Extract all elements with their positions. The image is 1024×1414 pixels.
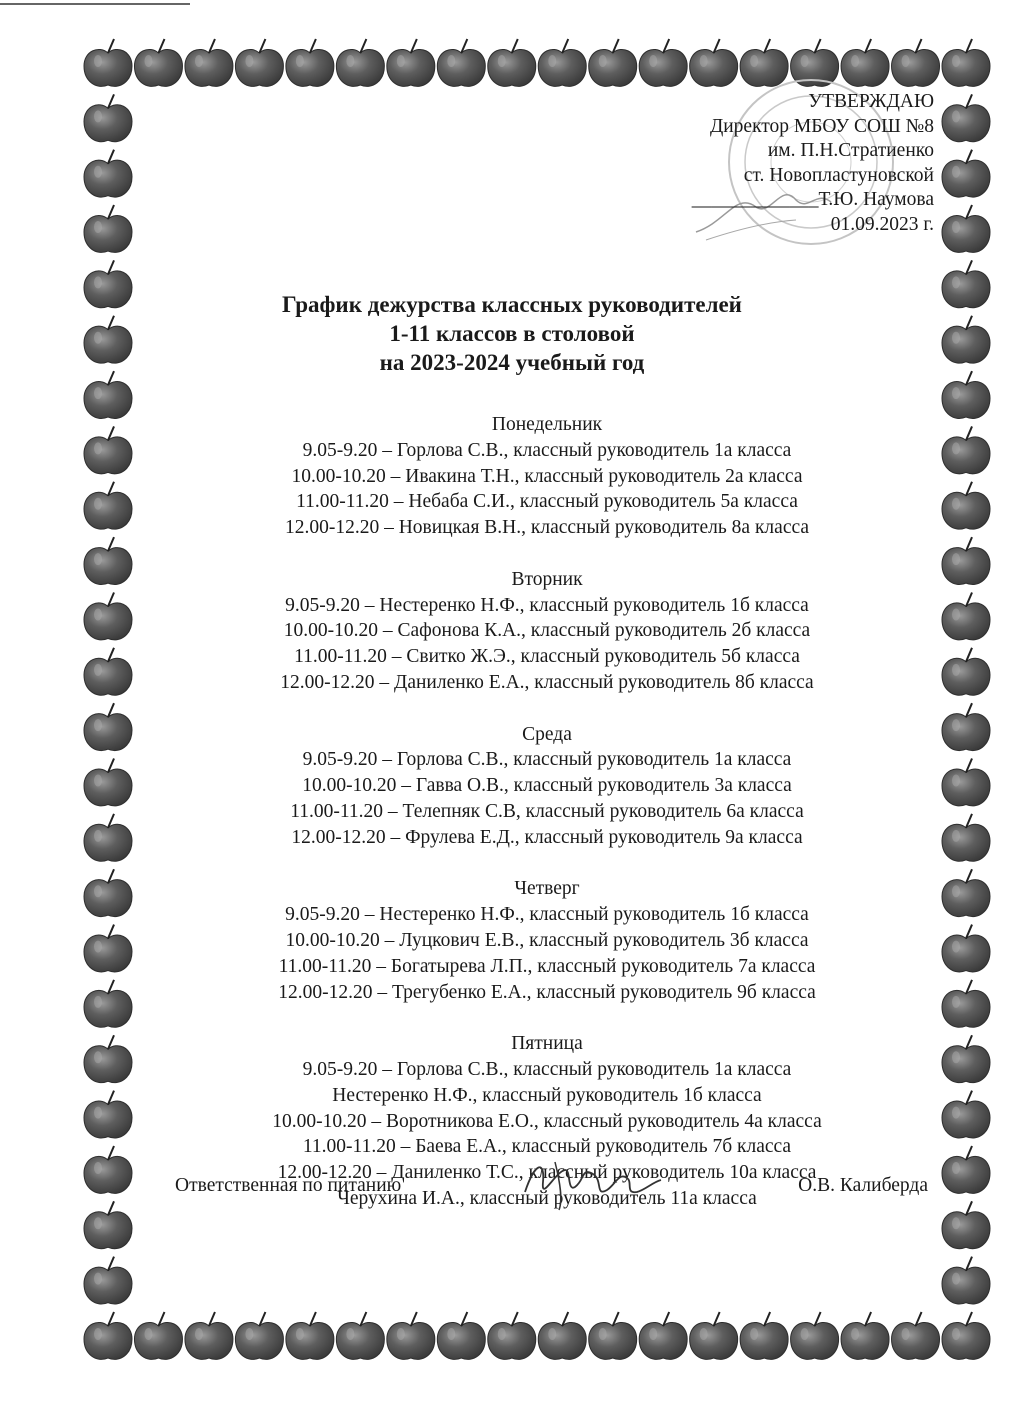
apple-icon — [942, 1257, 990, 1304]
approval-block — [634, 90, 934, 237]
duty-entry: 12.00-12.20 – Даниленко Т.С., классный руководитель 10а класса — [277, 1162, 817, 1184]
duty-entry: 12.00-12.20 – Трегубенко Е.А., классный руководитель 9б класса — [278, 981, 816, 1003]
day-block — [0, 412, 1024, 541]
apple-icon — [639, 1312, 687, 1359]
apple-icon — [185, 39, 233, 86]
apple-icon — [84, 39, 132, 86]
apple-icon — [437, 1312, 485, 1359]
apple-icon — [387, 39, 435, 86]
duty-entry: 11.00-11.20 – Баева Е.А., классный руководитель 7б класса — [302, 1136, 792, 1158]
approval-position: Директор МБОУ СОШ №8 — [709, 115, 934, 137]
duty-entry: 11.00-11.20 – Свитко Ж.Э., классный руководитель 5б класса — [294, 646, 800, 668]
apple-icon — [235, 39, 283, 86]
apple-icon — [740, 1312, 788, 1359]
duty-entry: 11.00-11.20 – Богатырева Л.П., классный руководитель 7а класса — [278, 955, 816, 977]
apple-icon — [84, 150, 132, 197]
duty-entry: 10.00-10.20 – Гавва О.В., классный руководитель 3а класса — [302, 775, 792, 797]
apple-icon — [134, 39, 182, 86]
footer-signature-row — [0, 1166, 1024, 1206]
duty-schedule — [0, 412, 1024, 1238]
apple-icon — [841, 1312, 889, 1359]
duty-entry: 10.00-10.20 – Ивакина Т.Н., классный руководитель 2а класса — [291, 465, 803, 487]
signature-icon — [515, 1152, 665, 1212]
approval-signatory: _____________Т.Ю. Наумова — [691, 189, 934, 210]
apple-icon — [942, 205, 990, 252]
duty-entry: 12.00-12.20 – Фрулева Е.Д., классный руководитель 9а класса — [291, 826, 803, 848]
apple-icon — [589, 1312, 637, 1359]
duty-entry: 10.00-10.20 – Воротникова Е.О., классный руководитель 4а класса — [272, 1110, 822, 1132]
apple-icon — [791, 1312, 839, 1359]
apple-icon — [538, 1312, 586, 1359]
approval-heading: УТВЕРЖДАЮ — [808, 91, 934, 112]
footer-name: О.В. Калиберда — [798, 1175, 928, 1196]
duty-entry: 10.00-10.20 – Сафонова К.А., классный руководитель 2б класса — [283, 620, 811, 642]
apple-icon — [286, 39, 334, 86]
apple-icon — [185, 1312, 233, 1359]
duty-entry: 9.05-9.20 – Нестеренко Н.Ф., классный руководитель 1б класса — [285, 904, 809, 926]
apple-icon — [538, 39, 586, 86]
footer-role: Ответственная по питанию — [175, 1175, 402, 1196]
apple-icon — [892, 1312, 940, 1359]
document-title — [0, 290, 1024, 377]
day-block — [0, 567, 1024, 696]
apple-icon — [134, 1312, 182, 1359]
apple-icon — [488, 39, 536, 86]
approval-date: 01.09.2023 г. — [830, 213, 934, 235]
apple-icon — [942, 39, 990, 86]
apple-icon — [437, 39, 485, 86]
duty-entry: 11.00-11.20 – Небаба С.И., классный руководитель 5а класса — [296, 491, 798, 513]
day-block — [0, 722, 1024, 851]
apple-icon — [235, 1312, 283, 1359]
title-line-1: График дежурства классных руководителей — [282, 292, 742, 317]
apple-icon — [690, 1312, 738, 1359]
approval-school-name: им. П.Н.Стратиенко — [767, 140, 934, 161]
duty-entry: 9.05-9.20 – Горлова С.В., классный руководитель 1а класса — [302, 439, 792, 461]
duty-entry: Нестеренко Н.Ф., классный руководитель 1б класса — [332, 1084, 762, 1106]
duty-entry: 12.00-12.20 – Новицкая В.Н., классный руководитель 8а класса — [284, 517, 810, 539]
apple-icon — [387, 1312, 435, 1359]
duty-entry: 10.00-10.20 – Луцкович Е.В., классный руководитель 3б класса — [285, 929, 809, 951]
day-name: Вторник — [511, 568, 583, 590]
day-name: Четверг — [514, 878, 580, 900]
day-block — [0, 876, 1024, 1005]
day-name: Пятница — [511, 1033, 583, 1055]
apple-icon — [336, 39, 384, 86]
duty-entry: 11.00-11.20 – Телепняк С.В, классный руководитель 6а класса — [290, 800, 804, 822]
duty-entry: 9.05-9.20 – Нестеренко Н.Ф., классный руководитель 1б класса — [285, 594, 809, 616]
title-line-2: 1-11 классов в столовой — [389, 321, 635, 346]
apple-icon — [84, 94, 132, 141]
duty-entry: 9.05-9.20 – Горлова С.В., классный руководитель 1а класса — [302, 749, 792, 771]
apple-icon — [84, 1257, 132, 1304]
apple-icon — [488, 1312, 536, 1359]
apple-icon — [942, 150, 990, 197]
apple-icon — [942, 94, 990, 141]
duty-entry: 9.05-9.20 – Горлова С.В., классный руководитель 1а класса — [302, 1058, 792, 1080]
apple-icon — [942, 1312, 990, 1359]
title-line-3: на 2023-2024 учебный год — [379, 350, 645, 375]
apple-icon — [84, 205, 132, 252]
day-name: Понедельник — [491, 414, 603, 435]
apple-icon — [589, 39, 637, 86]
day-name: Среда — [522, 723, 572, 745]
apple-icon — [84, 1312, 132, 1359]
apple-icon — [286, 1312, 334, 1359]
duty-entry: Черухина И.А., классный руководитель 11а класса — [337, 1187, 757, 1209]
approval-location: ст. Новопластуновской — [743, 164, 934, 186]
duty-entry: 12.00-12.20 – Даниленко Е.А., классный руководитель 8б класса — [280, 671, 814, 693]
apple-icon — [336, 1312, 384, 1359]
